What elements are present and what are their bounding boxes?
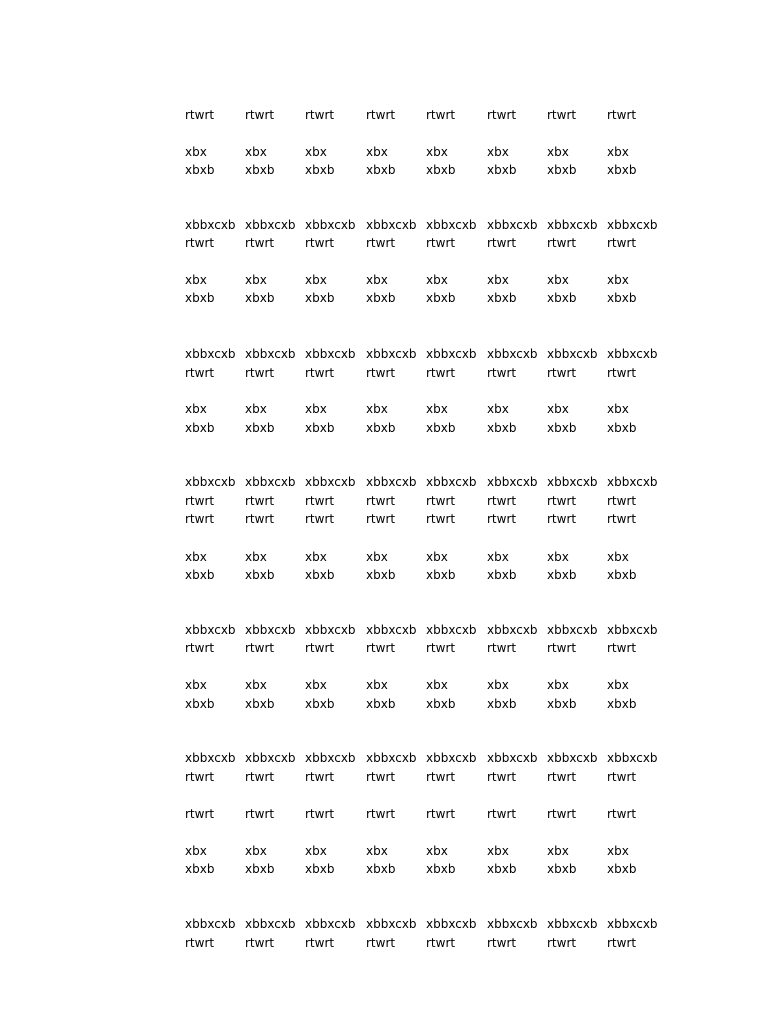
text-cell: xbbxcxb [547,475,598,489]
text-cell: xbbxcxb [487,475,538,489]
text-cell: xbxb [245,697,275,711]
text-cell: xbbxcxb [366,917,417,931]
text-cell: xbbxcxb [547,917,598,931]
text-cell: xbx [305,145,327,159]
text-cell: xbx [487,678,509,692]
text-cell: xbxb [426,421,456,435]
text-cell: xbxb [366,421,396,435]
text-cell: xbxb [547,163,577,177]
text-cell: xbbxcxb [305,751,356,765]
text-cell: xbx [245,402,267,416]
text-cell: rtwrt [547,770,577,784]
text-cell: xbbxcxb [305,623,356,637]
text-cell: rtwrt [426,936,456,950]
text-cell: xbxb [607,421,637,435]
text-cell: xbx [185,273,207,287]
text-cell: xbbxcxb [245,751,296,765]
text-cell: xbx [245,844,267,858]
text-cell: rtwrt [426,494,456,508]
text-cell: rtwrt [547,366,577,380]
text-cell: xbx [487,550,509,564]
text-cell: xbbxcxb [607,751,658,765]
text-cell: rtwrt [607,512,637,526]
text-cell: rtwrt [607,236,637,250]
text-cell: rtwrt [245,807,275,821]
text-cell: xbxb [185,568,215,582]
text-cell: rtwrt [487,108,517,122]
text-cell: xbx [305,678,327,692]
text-cell: xbxb [607,862,637,876]
text-cell: xbxb [305,421,335,435]
text-cell: xbxb [305,291,335,305]
text-cell: rtwrt [245,512,275,526]
text-cell: xbx [245,273,267,287]
text-cell: xbxb [245,291,275,305]
text-cell: xbxb [245,862,275,876]
text-cell: xbx [366,402,388,416]
text-cell: xbx [426,402,448,416]
text-cell: xbbxcxb [366,751,417,765]
text-cell: rtwrt [426,236,456,250]
text-cell: xbx [366,145,388,159]
text-cell: xbbxcxb [547,623,598,637]
text-cell: xbx [547,678,569,692]
text-cell: xbx [607,273,629,287]
text-cell: rtwrt [185,512,215,526]
text-cell: xbxb [547,697,577,711]
text-cell: xbx [305,844,327,858]
text-cell: rtwrt [305,512,335,526]
text-cell: rtwrt [426,108,456,122]
text-cell: xbx [547,145,569,159]
text-cell: xbbxcxb [305,218,356,232]
text-cell: xbx [366,678,388,692]
text-cell: xbxb [487,862,517,876]
text-cell: xbbxcxb [185,623,236,637]
text-cell: rtwrt [366,770,396,784]
text-cell: xbbxcxb [547,218,598,232]
text-cell: xbx [305,550,327,564]
text-cell: rtwrt [185,936,215,950]
text-cell: rtwrt [426,366,456,380]
text-cell: rtwrt [487,936,517,950]
text-cell: rtwrt [245,366,275,380]
text-cell: xbbxcxb [426,475,477,489]
text-cell: rtwrt [426,641,456,655]
text-cell: xbbxcxb [487,917,538,931]
text-cell: xbx [607,402,629,416]
text-cell: xbx [245,678,267,692]
text-cell: xbbxcxb [426,623,477,637]
text-cell: xbx [245,550,267,564]
text-cell: rtwrt [366,366,396,380]
text-cell: xbxb [245,568,275,582]
text-cell: rtwrt [366,936,396,950]
text-cell: xbxb [607,697,637,711]
text-cell: xbbxcxb [487,623,538,637]
text-cell: xbxb [607,291,637,305]
text-cell: xbbxcxb [366,475,417,489]
text-cell: rtwrt [487,494,517,508]
text-cell: rtwrt [547,641,577,655]
text-cell: xbx [426,678,448,692]
text-cell: xbbxcxb [607,218,658,232]
text-cell: rtwrt [305,770,335,784]
text-cell: xbxb [607,568,637,582]
text-cell: rtwrt [305,494,335,508]
text-cell: xbxb [487,568,517,582]
text-cell: rtwrt [185,494,215,508]
text-cell: rtwrt [426,512,456,526]
text-cell: xbxb [487,421,517,435]
text-cell: xbxb [547,862,577,876]
text-cell: xbbxcxb [305,917,356,931]
text-cell: rtwrt [245,641,275,655]
text-cell: xbbxcxb [487,751,538,765]
text-cell: rtwrt [185,770,215,784]
text-cell: xbx [366,550,388,564]
text-cell: rtwrt [547,512,577,526]
text-cell: rtwrt [305,641,335,655]
text-cell: xbxb [547,421,577,435]
text-cell: xbx [426,145,448,159]
text-cell: xbxb [607,163,637,177]
text-cell: xbbxcxb [245,475,296,489]
text-cell: xbxb [305,568,335,582]
text-cell: xbbxcxb [426,347,477,361]
text-cell: xbxb [366,291,396,305]
text-cell: xbx [426,273,448,287]
text-cell: xbbxcxb [185,347,236,361]
text-cell: rtwrt [607,108,637,122]
text-cell: xbbxcxb [185,475,236,489]
text-cell: xbxb [426,163,456,177]
text-cell: xbxb [366,862,396,876]
text-cell: rtwrt [426,770,456,784]
text-cell: rtwrt [185,108,215,122]
text-cell: xbx [185,145,207,159]
text-cell: xbbxcxb [245,917,296,931]
text-cell: xbbxcxb [305,475,356,489]
text-cell: xbxb [185,421,215,435]
text-cell: xbxb [487,163,517,177]
text-cell: rtwrt [487,807,517,821]
text-cell: xbbxcxb [245,218,296,232]
text-cell: rtwrt [305,108,335,122]
text-cell: xbxb [185,291,215,305]
text-cell: xbx [487,273,509,287]
text-cell: rtwrt [366,641,396,655]
text-cell: xbbxcxb [487,347,538,361]
text-cell: xbx [547,844,569,858]
text-cell: xbbxcxb [487,218,538,232]
text-cell: xbbxcxb [185,218,236,232]
text-cell: xbbxcxb [607,623,658,637]
text-cell: rtwrt [547,236,577,250]
text-cell: xbxb [426,862,456,876]
text-cell: rtwrt [185,807,215,821]
text-cell: xbxb [185,862,215,876]
text-cell: xbx [185,550,207,564]
text-cell: xbbxcxb [245,347,296,361]
text-cell: rtwrt [607,770,637,784]
text-cell: xbxb [426,697,456,711]
text-cell: rtwrt [185,236,215,250]
text-cell: xbxb [185,163,215,177]
text-cell: xbx [185,402,207,416]
text-cell: xbx [547,273,569,287]
text-cell: rtwrt [547,807,577,821]
text-cell: rtwrt [487,770,517,784]
text-cell: xbxb [426,291,456,305]
text-cell: xbxb [487,697,517,711]
text-cell: xbxb [305,697,335,711]
text-cell: xbx [185,678,207,692]
text-cell: rtwrt [426,807,456,821]
text-cell: rtwrt [245,108,275,122]
text-cell: xbbxcxb [366,347,417,361]
text-cell: rtwrt [245,770,275,784]
text-cell: rtwrt [487,236,517,250]
text-cell: xbbxcxb [426,218,477,232]
text-cell: rtwrt [185,641,215,655]
text-cell: rtwrt [245,236,275,250]
text-cell: xbxb [547,568,577,582]
text-cell: rtwrt [607,807,637,821]
text-cell: rtwrt [366,512,396,526]
text-cell: rtwrt [607,936,637,950]
text-cell: rtwrt [547,494,577,508]
text-cell: xbbxcxb [245,623,296,637]
text-cell: xbx [607,844,629,858]
text-cell: xbx [305,273,327,287]
text-cell: rtwrt [305,236,335,250]
text-cell: xbxb [547,291,577,305]
text-cell: xbbxcxb [426,751,477,765]
text-cell: xbx [547,550,569,564]
text-cell: rtwrt [487,366,517,380]
text-cell: xbx [487,844,509,858]
text-cell: xbbxcxb [305,347,356,361]
text-cell: rtwrt [366,807,396,821]
text-cell: xbxb [366,568,396,582]
text-cell: xbbxcxb [366,218,417,232]
text-cell: xbx [366,273,388,287]
text-cell: xbxb [245,163,275,177]
text-cell: xbbxcxb [547,751,598,765]
text-cell: rtwrt [547,108,577,122]
text-cell: xbxb [366,697,396,711]
text-cell: rtwrt [487,512,517,526]
text-cell: xbx [547,402,569,416]
text-cell: xbxb [185,697,215,711]
text-cell: rtwrt [607,494,637,508]
text-cell: xbx [607,550,629,564]
text-cell: rtwrt [366,108,396,122]
text-cell: rtwrt [487,641,517,655]
text-cell: xbbxcxb [607,475,658,489]
text-cell: rtwrt [245,494,275,508]
text-cell: rtwrt [547,936,577,950]
text-cell: rtwrt [607,641,637,655]
text-cell: xbx [305,402,327,416]
text-cell: xbxb [245,421,275,435]
text-cell: xbx [245,145,267,159]
text-cell: xbx [607,145,629,159]
text-cell: xbbxcxb [607,917,658,931]
text-cell: xbx [607,678,629,692]
text-cell: xbbxcxb [185,917,236,931]
text-cell: xbbxcxb [185,751,236,765]
text-cell: rtwrt [607,366,637,380]
text-cell: xbxb [305,163,335,177]
text-cell: rtwrt [305,807,335,821]
text-cell: xbxb [487,291,517,305]
text-cell: xbx [487,402,509,416]
text-cell: xbxb [426,568,456,582]
text-cell: xbbxcxb [366,623,417,637]
text-cell: xbxb [366,163,396,177]
text-cell: xbx [426,844,448,858]
text-cell: rtwrt [366,236,396,250]
text-cell: rtwrt [366,494,396,508]
text-cell: rtwrt [185,366,215,380]
text-cell: xbxb [305,862,335,876]
text-cell: xbx [185,844,207,858]
text-cell: xbx [366,844,388,858]
text-cell: xbbxcxb [607,347,658,361]
text-cell: xbx [487,145,509,159]
text-cell: rtwrt [245,936,275,950]
text-cell: xbbxcxb [426,917,477,931]
text-cell: xbx [426,550,448,564]
text-cell: rtwrt [305,366,335,380]
text-cell: xbbxcxb [547,347,598,361]
text-cell: rtwrt [305,936,335,950]
